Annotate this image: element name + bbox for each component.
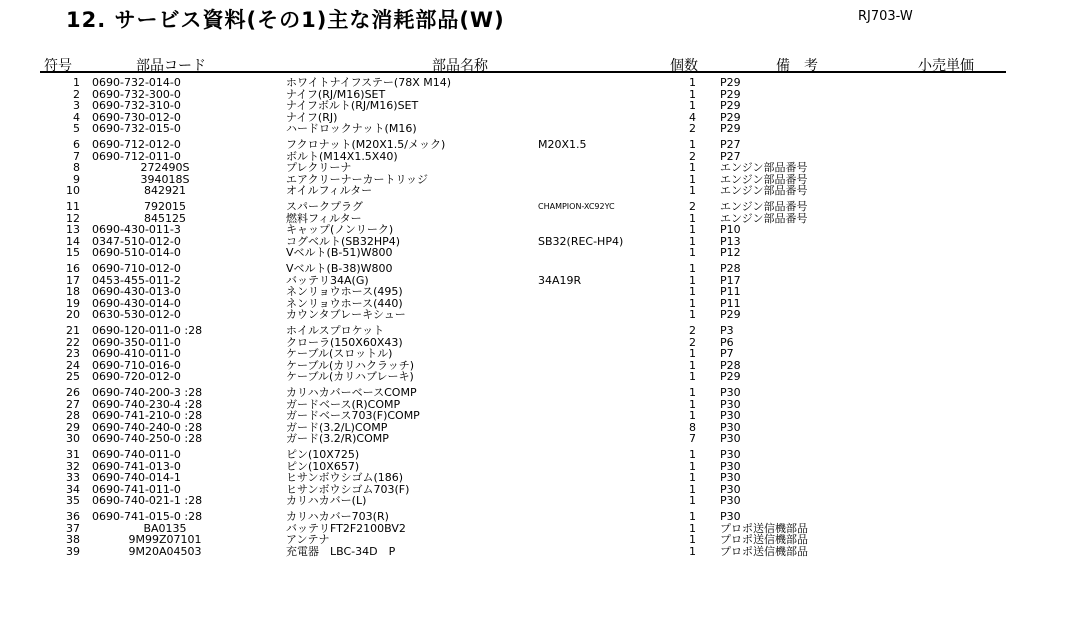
table-row	[0, 387, 1068, 399]
table-row	[0, 247, 1068, 259]
part-code: 0690-430-011-3	[92, 223, 181, 236]
part-note: P27	[720, 138, 741, 151]
part-name: ネンリョウホース(440)	[286, 296, 403, 310]
part-quantity: 1	[689, 482, 696, 496]
part-name: ハードロックナット(M16)	[286, 122, 417, 135]
part-quantity: 1	[689, 138, 696, 151]
part-number-index: 22	[66, 335, 80, 349]
part-code: 0347-510-012-0	[92, 234, 181, 248]
part-number-index: 1	[73, 76, 80, 89]
part-name: ナイフ(RJ/M16)SET	[286, 87, 386, 101]
part-number-index: 15	[66, 246, 80, 259]
part-name: コグベルト(SB32HP4)	[286, 234, 401, 248]
part-number-index: 38	[66, 533, 80, 546]
part-code: 0690-732-310-0	[92, 99, 181, 112]
part-number-index: 30	[66, 432, 80, 445]
part-name: クローラ(150X60X43)	[286, 335, 403, 349]
table-row	[0, 534, 1068, 546]
part-quantity: 1	[689, 172, 696, 186]
part-code: 394018S	[140, 172, 190, 186]
part-quantity: 1	[689, 87, 696, 101]
part-number-index: 31	[66, 448, 80, 461]
part-number-index: 12	[66, 211, 80, 225]
part-code: BA0135	[143, 521, 187, 535]
part-note: P11	[720, 296, 741, 310]
part-number-index: 32	[66, 459, 80, 473]
part-name: カリハカバー703(R)	[286, 510, 389, 523]
part-quantity: 1	[689, 471, 696, 484]
part-name: ピン(10X725)	[286, 448, 360, 461]
header-qty: 個数	[670, 58, 698, 74]
part-quantity: 2	[689, 200, 696, 213]
part-note: P30	[720, 482, 741, 496]
part-code: 0690-732-015-0	[92, 122, 181, 135]
part-name: ボルト(M14X1.5X40)	[286, 149, 398, 163]
part-number-index: 39	[66, 544, 80, 558]
part-quantity: 1	[689, 370, 696, 383]
table-row	[0, 123, 1068, 135]
part-number-index: 36	[66, 510, 80, 523]
part-name: ホイルスプロケット	[286, 324, 385, 337]
part-note: P29	[720, 110, 741, 124]
table-row	[0, 286, 1068, 298]
part-number-index: 29	[66, 420, 80, 434]
part-code: 9M99Z07101	[128, 533, 202, 546]
part-number-index: 27	[66, 397, 80, 411]
page-title: 12. サービス資料(その1)主な消耗部品(W)	[66, 8, 505, 32]
part-quantity: 7	[689, 432, 696, 445]
part-note: P30	[720, 471, 741, 484]
part-note: P17	[720, 273, 741, 287]
part-quantity: 1	[689, 533, 696, 546]
table-row	[0, 263, 1068, 275]
part-note: P30	[720, 448, 741, 461]
part-note: エンジン部品番号	[720, 184, 808, 197]
part-code: 0690-740-230-4 :28	[92, 397, 203, 411]
part-name: ガード(3.2/R)COMP	[286, 432, 389, 445]
part-name: ケーブル(カリハブレーキ)	[286, 370, 414, 383]
part-name: ピン(10X657)	[286, 459, 360, 473]
part-code: 0690-430-013-0	[92, 285, 181, 298]
part-quantity: 1	[689, 262, 696, 275]
part-code: 0690-120-011-0 :28	[92, 324, 203, 337]
part-spec: SB32(REC-HP4)	[538, 234, 624, 248]
part-code: 0690-712-012-0	[92, 138, 181, 151]
part-code: 272490S	[140, 161, 190, 174]
part-number-index: 26	[66, 386, 80, 399]
part-quantity: 1	[689, 347, 696, 360]
part-name: 充電器 LBC-34D P	[286, 544, 396, 558]
part-number-index: 14	[66, 234, 80, 248]
part-quantity: 1	[689, 211, 696, 225]
part-quantity: 1	[689, 494, 696, 507]
part-number-index: 3	[73, 99, 80, 112]
table-row	[0, 201, 1068, 213]
part-name: フクロナット(M20X1.5/メック)	[286, 138, 446, 151]
part-note: P30	[720, 397, 741, 411]
part-name: ネンリョウホース(495)	[286, 285, 403, 298]
part-quantity: 1	[689, 296, 696, 310]
part-number-index: 6	[73, 138, 80, 151]
part-number-index: 11	[66, 200, 80, 213]
part-name: カウンタブレーキシュー	[286, 308, 406, 321]
part-note: プロポ送信機部品	[720, 544, 808, 558]
part-name: ガードベース(R)COMP	[286, 397, 401, 411]
part-code: 0690-740-240-0 :28	[92, 420, 203, 434]
table-row	[0, 77, 1068, 89]
part-number-index: 18	[66, 285, 80, 298]
part-note: P11	[720, 285, 741, 298]
part-name: ナイフ(RJ)	[286, 110, 338, 124]
part-code: 0690-740-014-1	[92, 471, 181, 484]
part-code: 0690-410-011-0	[92, 347, 181, 360]
table-row	[0, 348, 1068, 360]
part-name: ナイフボルト(RJ/M16)SET	[286, 99, 419, 112]
part-code: 9M20A04503	[128, 544, 202, 558]
part-note: エンジン部品番号	[720, 172, 808, 186]
part-code: 0690-430-014-0	[92, 296, 181, 310]
model-number: RJ703-W	[858, 9, 913, 24]
part-code: 0690-740-021-1 :28	[92, 494, 203, 507]
part-number-index: 25	[66, 370, 80, 383]
part-name: カリハカバー(L)	[286, 494, 367, 507]
part-number-index: 34	[66, 482, 80, 496]
part-code: 0690-740-011-0	[92, 448, 181, 461]
header-code: 部品コード	[136, 58, 206, 74]
part-number-index: 8	[73, 161, 80, 174]
table-row	[0, 309, 1068, 321]
part-code: 0690-741-011-0	[92, 482, 181, 496]
part-name: バッテリFT2F2100BV2	[286, 521, 406, 535]
part-number-index: 2	[73, 87, 80, 101]
part-code: 0690-720-012-0	[92, 370, 181, 383]
part-quantity: 1	[689, 234, 696, 248]
part-quantity: 1	[689, 397, 696, 411]
part-note: P30	[720, 459, 741, 473]
part-note: P30	[720, 409, 741, 422]
table-row	[0, 511, 1068, 523]
part-code: 792015	[144, 200, 186, 213]
part-note: P30	[720, 386, 741, 399]
part-code: 0690-740-200-3 :28	[92, 386, 203, 399]
part-number-index: 23	[66, 347, 80, 360]
table-row	[0, 100, 1068, 112]
table-row	[0, 495, 1068, 507]
part-number-index: 17	[66, 273, 80, 287]
part-note: P27	[720, 149, 741, 163]
part-code: 0690-730-012-0	[92, 110, 181, 124]
part-code: 0453-455-011-2	[92, 273, 181, 287]
part-note: エンジン部品番号	[720, 200, 808, 213]
part-note: P13	[720, 234, 741, 248]
part-quantity: 1	[689, 409, 696, 422]
part-number-index: 9	[73, 172, 80, 186]
part-quantity: 1	[689, 273, 696, 287]
part-quantity: 2	[689, 335, 696, 349]
header-price: 小売単価	[918, 58, 974, 74]
part-name: カリハカバーベースCOMP	[286, 386, 417, 399]
part-note: エンジン部品番号	[720, 211, 808, 225]
part-quantity: 4	[689, 110, 696, 124]
table-row	[0, 139, 1068, 151]
part-quantity: 1	[689, 99, 696, 112]
part-number-index: 10	[66, 184, 80, 197]
part-note: P29	[720, 76, 741, 89]
part-number-index: 37	[66, 521, 80, 535]
part-name: Vベルト(B-51)W800	[286, 246, 393, 259]
part-quantity: 1	[689, 358, 696, 372]
part-quantity: 1	[689, 521, 696, 535]
part-quantity: 1	[689, 308, 696, 321]
table-row	[0, 185, 1068, 197]
part-name: ガードベース703(F)COMP	[286, 409, 420, 422]
part-number-index: 20	[66, 308, 80, 321]
part-quantity: 1	[689, 223, 696, 236]
part-name: キャップ(ノンリーク)	[286, 223, 394, 236]
part-note: P28	[720, 262, 741, 275]
part-spec: 34A19R	[538, 273, 582, 287]
part-name: スパークプラグ	[286, 200, 363, 213]
part-name: オイルフィルター	[286, 184, 373, 197]
table-row	[0, 449, 1068, 461]
part-number-index: 7	[73, 149, 80, 163]
table-row	[0, 325, 1068, 337]
part-quantity: 1	[689, 246, 696, 259]
part-quantity: 1	[689, 510, 696, 523]
part-code: 0690-510-014-0	[92, 246, 181, 259]
part-code: 0690-710-016-0	[92, 358, 181, 372]
part-name: ヒサンボウシゴム703(F)	[286, 482, 410, 496]
table-row	[0, 371, 1068, 383]
part-note: エンジン部品番号	[720, 161, 808, 174]
part-name: ヒサンボウシゴム(186)	[286, 471, 404, 484]
part-note: P12	[720, 246, 741, 259]
table-row	[0, 162, 1068, 174]
part-note: P29	[720, 87, 741, 101]
part-code: 0690-712-011-0	[92, 149, 181, 163]
part-spec: M20X1.5	[538, 138, 587, 151]
part-number-index: 13	[66, 223, 80, 236]
part-note: P29	[720, 99, 741, 112]
part-code: 0690-732-014-0	[92, 76, 181, 89]
part-quantity: 1	[689, 386, 696, 399]
table-row	[0, 410, 1068, 422]
part-code: 0690-732-300-0	[92, 87, 181, 101]
part-number-index: 28	[66, 409, 80, 422]
part-quantity: 1	[689, 285, 696, 298]
table-row	[0, 433, 1068, 445]
table-row	[0, 224, 1068, 236]
part-quantity: 1	[689, 76, 696, 89]
part-name: エアクリーナーカートリッジ	[286, 172, 429, 186]
header-note: 備 考	[776, 58, 818, 74]
part-quantity: 1	[689, 448, 696, 461]
part-name: ケーブル(スロットル)	[286, 347, 393, 360]
part-code: 0690-350-011-0	[92, 335, 181, 349]
part-code: 0690-741-210-0 :28	[92, 409, 203, 422]
part-note: P30	[720, 420, 741, 434]
part-code: 845125	[144, 211, 186, 225]
part-quantity: 1	[689, 184, 696, 197]
header-no: 符号	[44, 58, 72, 74]
part-note: P29	[720, 308, 741, 321]
part-note: P29	[720, 370, 741, 383]
part-code: 0690-741-015-0 :28	[92, 510, 203, 523]
part-name: プレクリーナ	[286, 161, 352, 174]
table-row	[0, 546, 1068, 558]
part-quantity: 1	[689, 544, 696, 558]
part-spec: CHAMPION-XC92YC	[538, 202, 615, 211]
part-number-index: 4	[73, 110, 80, 124]
part-code: 0690-741-013-0	[92, 459, 181, 473]
part-name: ホワイトナイフステー(78X M14)	[286, 76, 452, 89]
part-number-index: 19	[66, 296, 80, 310]
part-note: プロポ送信機部品	[720, 521, 808, 535]
part-quantity: 8	[689, 420, 696, 434]
part-note: P10	[720, 223, 741, 236]
part-quantity: 1	[689, 161, 696, 174]
part-number-index: 24	[66, 358, 80, 372]
part-note: P29	[720, 122, 741, 135]
part-name: バッテリ34A(G)	[286, 273, 369, 287]
part-note: プロポ送信機部品	[720, 533, 808, 546]
part-note: P30	[720, 494, 741, 507]
parts-table	[0, 77, 1068, 557]
part-quantity: 2	[689, 122, 696, 135]
part-quantity: 2	[689, 149, 696, 163]
part-code: 0630-530-012-0	[92, 308, 181, 321]
part-quantity: 1	[689, 459, 696, 473]
part-number-index: 16	[66, 262, 80, 275]
part-number-index: 5	[73, 122, 80, 135]
part-code: 842921	[144, 184, 186, 197]
part-number-index: 21	[66, 324, 80, 337]
part-note: P28	[720, 358, 741, 372]
part-note: P6	[720, 335, 734, 349]
part-name: ケーブル(カリハクラッチ)	[286, 358, 415, 372]
header-name: 部品名称	[432, 58, 488, 74]
part-name: ガード(3.2/L)COMP	[286, 420, 388, 434]
part-note: P3	[720, 324, 734, 337]
table-row	[0, 472, 1068, 484]
part-number-index: 35	[66, 494, 80, 507]
part-name: 燃料フィルター	[286, 211, 362, 225]
part-number-index: 33	[66, 471, 80, 484]
part-code: 0690-740-250-0 :28	[92, 432, 203, 445]
part-note: P7	[720, 347, 734, 360]
part-note: P30	[720, 510, 741, 523]
part-note: P30	[720, 432, 741, 445]
part-name: アンテナ	[286, 533, 330, 546]
part-name: Vベルト(B-38)W800	[286, 262, 393, 275]
part-code: 0690-710-012-0	[92, 262, 181, 275]
header-divider	[40, 71, 1006, 73]
part-quantity: 2	[689, 324, 696, 337]
